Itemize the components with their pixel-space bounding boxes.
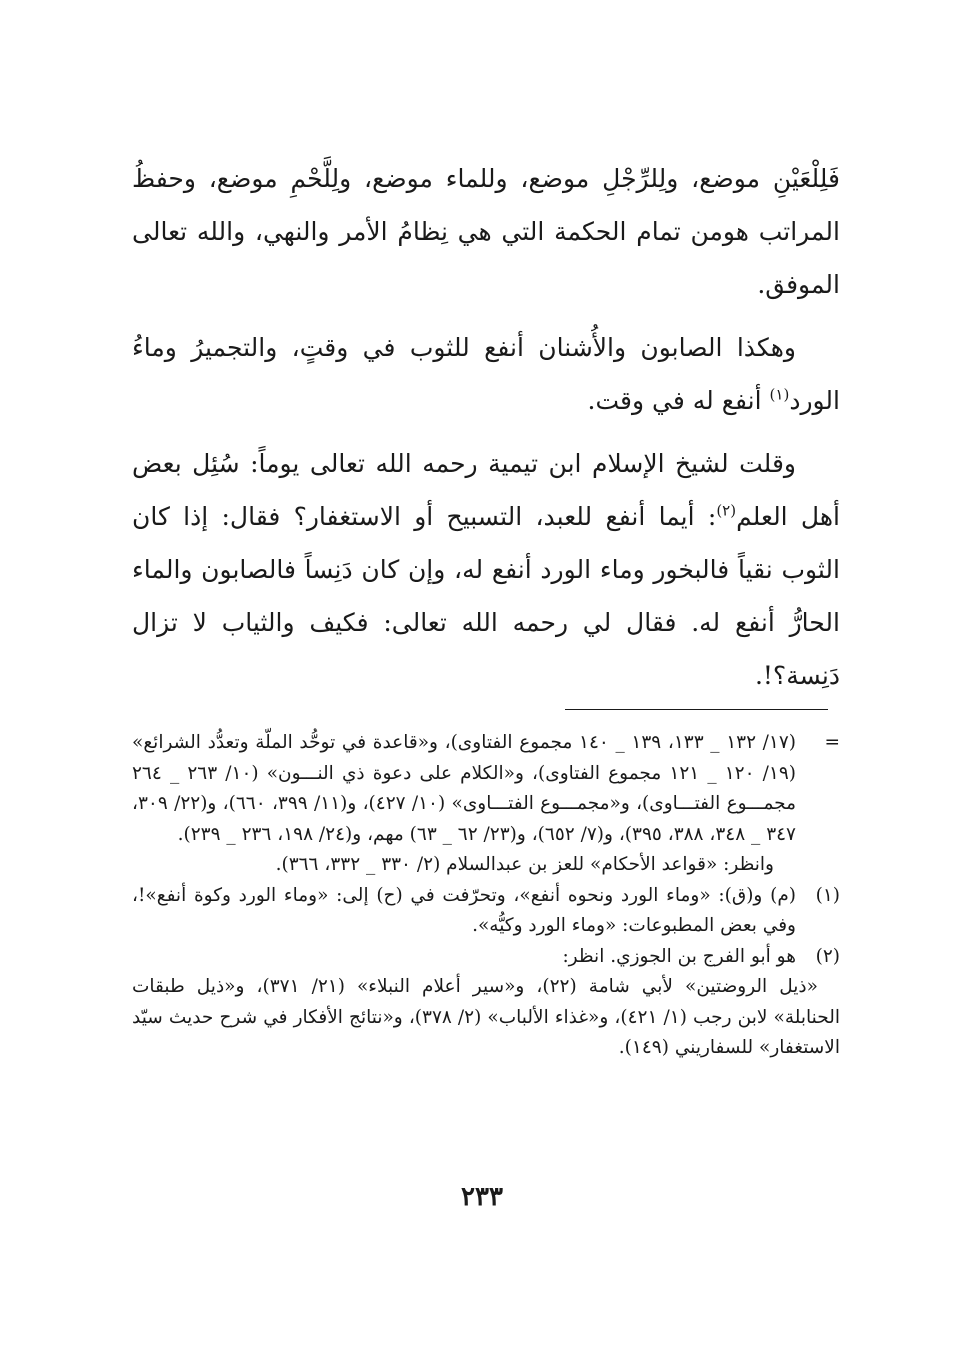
footnote-2-number: (٢)	[815, 945, 840, 967]
footnote-2	[132, 942, 840, 973]
footnote-see-also: وانظر: «قواعد الأحكام» للعز بن عبدالسلام (٢/ ٣٣٠ _ ٣٣٢، ٣٦٦).	[275, 854, 774, 875]
main-text	[132, 152, 840, 702]
paragraph-3	[132, 437, 840, 702]
continuation-marker: =	[824, 732, 840, 753]
footnote-reference-1: (١)	[769, 385, 790, 404]
footnote-1	[132, 881, 840, 942]
footnote-reference-2: (٢)	[716, 501, 737, 520]
footnote-1-text: (م) و(ق): «وماء الورد ونحوه أنفع»، وتحرّفت في (ح) إلى: «وماء الورد وكوة أنفع»!، وفي بعض المطبوعات: «وماء الورد وكيُّه».	[132, 884, 796, 936]
footnote-continuation	[132, 728, 840, 850]
footnote-2-text: هو أبو الفرج بن الجوزي. انظر:	[562, 945, 796, 967]
paragraph-1-text: فَلِلْعَيْنِ موضع، ولِلرِّجْلِ موضع، وللماء موضع، ولِلَّحْمِ موضع، وحفظُ المراتب هومن تمام الحكمة التي هي نِظامُ الأمر والنهي، والله تعالى الموفق.	[132, 164, 840, 299]
footnote-1-number: (١)	[815, 884, 840, 906]
paragraph-2	[132, 321, 840, 427]
footnote-continuation-text: (١٧/ ١٣٢ _ ١٣٣، ١٣٩ _ ١٤٠ مجموع الفتاوى)، و«قاعدة في توحُّد الملّة وتعدُّد الشرائع» (١٩/ ١٢٠ _ ١٢١ مجموع الفتاوى)، و«الكلام على دعوة ذي النـــون» (١٠/ ٢٦٣ _ ٢٦٤ مجمـــوع الفتـــاوى)، و«مجمـــوع الفتـــاوى» (١٠/ ٤٢٧)، و(١١/ ٣٩٩، ٦٦٠)، و(٢٢/ ٣٠٩، ٣٤٧ _ ٣٤٨، ٣٨٨، ٣٩٥)، و(٧/ ٦٥٢)، و(٢٣/ ٦٢ _ ٦٣) مهم، و(٢٤/ ١٩٨، ٢٣٦ _ ٢٣٩).	[132, 732, 796, 845]
footnote-2-references: «ذيل الروضتين» لأبي شامة (٢٢)، و«سير أعلام النبلاء» (٢١/ ٣٧١)، و«ذيل طبقات الحنابلة» لابن رجب (١/ ٤٢١)، و«غذاء الألباب» (٢/ ٣٧٨)، و«نتائج الأفكار في شرح حديث سيّد الاستغفار» للسفاريني (١٤٩).	[132, 976, 840, 1058]
paragraph-2-text-before: وهكذا الصابون والأُشنان أنفع للثوب في وقتٍ، والتجميرُ وماءُ الورد	[132, 333, 840, 415]
footnotes	[132, 728, 840, 1064]
paragraph-3-text-after: : أيما أنفع للعبد، التسبيح أو الاستغفار؟ فقال: إذا كان الثوب نقياً فالبخور وماء الورد أنفع له، وإن كان دَنِساً فالصابون والماء الحارُّ أنفع له. فقال لي رحمه الله تعالى: فكيف والثياب لا تزال دَنِسة؟!.	[132, 502, 840, 690]
paragraph-3-text-before: وقلت لشيخ الإسلام ابن تيمية رحمه الله تعالى يوماً: سُئِل بعض أهل العلم	[132, 449, 840, 531]
paragraph-2-text-after: أنفع له في وقت.	[587, 386, 770, 415]
page-number: ٢٣٣	[461, 1182, 503, 1212]
paragraph-1	[132, 152, 840, 311]
footnote-divider	[565, 709, 828, 710]
